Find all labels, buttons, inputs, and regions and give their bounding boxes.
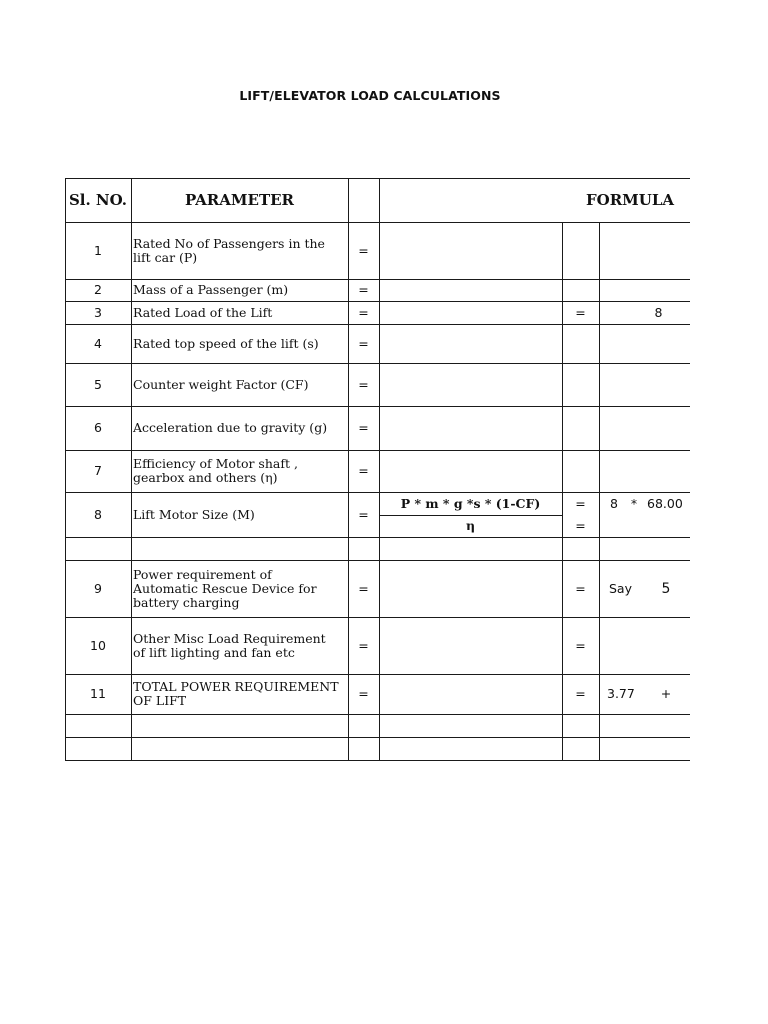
row-3-sl: 3 — [94, 304, 102, 320]
row-1-sl: 1 — [94, 242, 102, 258]
row-8-equals-2: = — [575, 495, 586, 511]
row-4-sl: 4 — [94, 335, 102, 351]
row-8-operator: * — [630, 495, 638, 511]
row-1-parameter: Rated No of Passengers in the lift car (P) — [133, 235, 325, 265]
row-9-value-a: Say — [609, 580, 632, 596]
row-11-equals-2: = — [575, 686, 586, 701]
row-7-sl: 7 — [94, 463, 102, 478]
row-11-equals: = — [358, 686, 369, 701]
page-title: LIFT/ELEVATOR LOAD CALCULATIONS — [239, 88, 501, 103]
row-5-sl: 5 — [94, 376, 102, 392]
row-1-equals: = — [358, 242, 369, 258]
header-sl-no: Sl. NO. — [68, 191, 128, 209]
row-10-equals: = — [358, 637, 369, 653]
row-6-sl: 6 — [94, 420, 102, 435]
row-5-parameter: Counter weight Factor (CF) — [133, 376, 309, 392]
row-3-value: 8 — [654, 304, 663, 320]
row-9-equals-2: = — [575, 580, 586, 596]
grid-line — [599, 222, 600, 761]
row-11-sl: 11 — [90, 686, 106, 701]
row-8-value-b: 68.00 — [647, 495, 683, 511]
row-3-parameter: Rated Load of the Lift — [133, 304, 273, 320]
row-8-formula-denominator: η — [465, 518, 476, 533]
row-2-equals: = — [358, 282, 369, 297]
row-11-value-a: 3.77 — [607, 686, 635, 701]
row-4-equals: = — [358, 335, 369, 351]
row-8-parameter: Lift Motor Size (M) — [133, 506, 255, 522]
grid-line — [65, 714, 690, 715]
row-10-equals-2: = — [575, 637, 586, 653]
header-parameter: PARAMETER — [184, 191, 295, 209]
row-2-parameter: Mass of a Passenger (m) — [133, 282, 289, 297]
row-4-parameter: Rated top speed of the lift (s) — [133, 335, 319, 351]
row-10-parameter: Other Misc Load Requirement of lift lighting and fan etc — [133, 630, 326, 660]
row-8-value-a: 8 — [610, 495, 618, 511]
row-9-parameter: Power requirement of Automatic Rescue Device for battery charging — [133, 566, 317, 610]
row-8-sl: 8 — [94, 506, 102, 522]
row-7-equals: = — [358, 463, 369, 478]
grid-line — [65, 537, 690, 538]
row-9-sl: 9 — [94, 580, 102, 596]
row-6-equals: = — [358, 420, 369, 435]
row-7-parameter: Efficiency of Motor shaft , gearbox and others (η) — [133, 456, 298, 485]
grid-line — [65, 737, 690, 738]
grid-line — [379, 178, 380, 761]
calculation-table — [65, 178, 690, 761]
row-5-equals: = — [358, 376, 369, 392]
row-3-equals: = — [358, 304, 369, 320]
row-8-formula-numerator: P * m * g *s * (1-CF) — [400, 495, 541, 511]
row-11-parameter: TOTAL POWER REQUIREMENT OF LIFT — [133, 679, 339, 708]
row-10-sl: 10 — [90, 637, 106, 653]
grid-line — [65, 760, 690, 761]
row-9-value-b: 5 — [661, 580, 671, 597]
row-9-equals: = — [358, 580, 369, 596]
row-6-parameter: Acceleration due to gravity (g) — [133, 420, 328, 435]
row-3-equals-2: = — [575, 304, 586, 320]
row-8-equals: = — [358, 506, 369, 522]
row-11-operator: + — [660, 686, 672, 701]
row-2-sl: 2 — [94, 282, 102, 297]
header-formula: FORMULA — [586, 191, 675, 209]
row-8-equals-3: = — [575, 518, 586, 533]
